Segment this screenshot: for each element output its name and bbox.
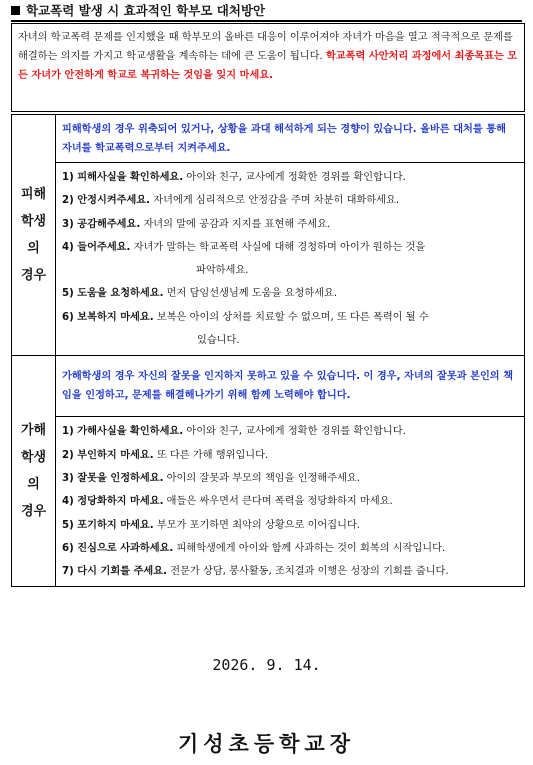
item-head: 6) 진심으로 사과하세요.	[62, 542, 174, 554]
list-item	[62, 166, 518, 189]
offender-label	[12, 356, 56, 587]
offender-note-cell	[56, 356, 525, 417]
signature: 기성초등학교장	[177, 732, 355, 756]
document-date: 2026. 9. 14.	[212, 656, 321, 674]
offender-label-line: 경우	[20, 504, 47, 520]
list-item	[62, 213, 518, 236]
item-head: 2) 부인하지 마세요.	[62, 449, 154, 461]
list-item	[62, 189, 518, 212]
offender-label-line: 학생	[20, 450, 47, 466]
victim-list-cell	[56, 163, 525, 356]
item-body: 애들은 싸우면서 큰다며 폭력을 정당화하지 마세요.	[163, 496, 393, 508]
guidance-table	[11, 114, 525, 587]
list-item	[62, 306, 518, 329]
list-item-continuation: 있습니다.	[197, 335, 240, 347]
item-head: 1) 가해사실을 확인하세요.	[62, 426, 184, 438]
victim-label-line: 학생	[20, 214, 47, 230]
item-body: 자녀의 말에 공감과 지지를 표현해 주세요.	[140, 218, 331, 230]
victim-label	[12, 115, 56, 356]
list-item	[62, 490, 518, 513]
intro-text: 자녀의 학교폭력 문제를 인지했을 때 학부모의 올바른 대응이 이루어져야 자녀가 마음을 열고 적극적으로 문제를 해결하는 의지를 가지고 학교생활을 계속하는 데에 큰 도움이 됩니다.	[18, 32, 513, 62]
item-head: 5) 도움을 요청하세요.	[62, 288, 164, 300]
item-head: 3) 공감해주세요.	[62, 218, 141, 230]
victim-list	[56, 163, 524, 355]
list-item	[62, 537, 518, 560]
offender-label-line: 의	[27, 477, 40, 493]
item-head: 6) 보복하지 마세요.	[62, 311, 154, 323]
document-header	[11, 2, 522, 22]
item-head: 2) 안정시켜주세요.	[62, 195, 151, 207]
item-head: 3) 잘못을 인정하세요.	[62, 472, 164, 484]
list-item	[62, 444, 518, 467]
square-bullet-icon	[11, 6, 20, 15]
list-item	[62, 467, 518, 490]
item-body: 먼저 담임선생님께 도움을 요청하세요.	[163, 288, 338, 300]
item-body: 피해학생에게 아이와 함께 사과하는 것이 회복의 시작입니다.	[173, 542, 446, 554]
list-item-continuation: 파악하세요.	[196, 265, 249, 277]
victim-note-cell	[56, 115, 525, 163]
item-body: 자녀가 말하는 학교폭력 사실에 대해 경청하며 아이가 원하는 것을	[130, 241, 426, 253]
item-body: 부모가 포기하면 최악의 상황으로 이어집니다.	[153, 519, 361, 531]
list-item	[62, 514, 518, 537]
victim-note: 피해학생의 경우 위축되어 있거나, 상황을 과대 해석하게 되는 경향이 있습니다. 올바른 대처를 통해 자녀를 학교폭력으로부터 지켜주세요.	[62, 123, 506, 154]
item-body: 또 다른 가해 행위입니다.	[153, 449, 269, 461]
offender-label-line: 가해	[20, 423, 47, 439]
item-body: 보복은 아이의 상처를 치료할 수 없으며, 또 다른 폭력이 될 수	[153, 311, 429, 323]
item-head: 4) 들어주세요.	[62, 241, 131, 253]
item-head: 4) 정당화하지 마세요.	[62, 496, 164, 508]
list-item	[62, 560, 518, 583]
item-body: 아이의 잘못과 부모의 책임을 인정해주세요.	[163, 472, 361, 484]
intro-highlight: 학교폭력 사안처리 과정에서 최종목표는 모든 자녀가 안전하게 학교로 복귀하는 것임을 잊지 마세요.	[18, 51, 518, 81]
document-title: 학교폭력 발생 시 효과적인 학부모 대처방안	[26, 3, 266, 18]
offender-list	[56, 417, 524, 586]
victim-label-line: 의	[27, 241, 40, 257]
offender-list-cell	[56, 417, 525, 587]
intro-box	[11, 23, 525, 112]
list-item	[62, 282, 518, 305]
victim-label-line: 경우	[20, 268, 47, 284]
item-head: 1) 피해사실을 확인하세요.	[62, 172, 184, 183]
offender-note: 가해학생의 경우 자신의 잘못을 인지하지 못하고 있을 수 있습니다. 이 경우, 자녀의 잘못과 본인의 책임을 인정하고, 문제를 해결해나가기 위해 함께 노력해야 합니다.	[62, 371, 514, 402]
item-body: 자녀에게 심리적으로 안정감을 주며 차분히 대화하세요.	[150, 195, 400, 207]
item-body: 전문가 상담, 봉사활동, 조치결과 이행은 성장의 기회를 줍니다.	[166, 566, 449, 578]
item-body: 아이와 친구, 교사에게 정확한 경위를 확인합니다.	[183, 172, 406, 183]
item-body: 아이와 친구, 교사에게 정확한 경위를 확인합니다.	[183, 426, 406, 438]
victim-label-line: 피해	[20, 187, 47, 203]
item-head: 5) 포기하지 마세요.	[62, 519, 154, 531]
list-item	[62, 236, 518, 259]
item-head: 7) 다시 기회를 주세요.	[62, 566, 167, 578]
list-item	[62, 420, 518, 443]
